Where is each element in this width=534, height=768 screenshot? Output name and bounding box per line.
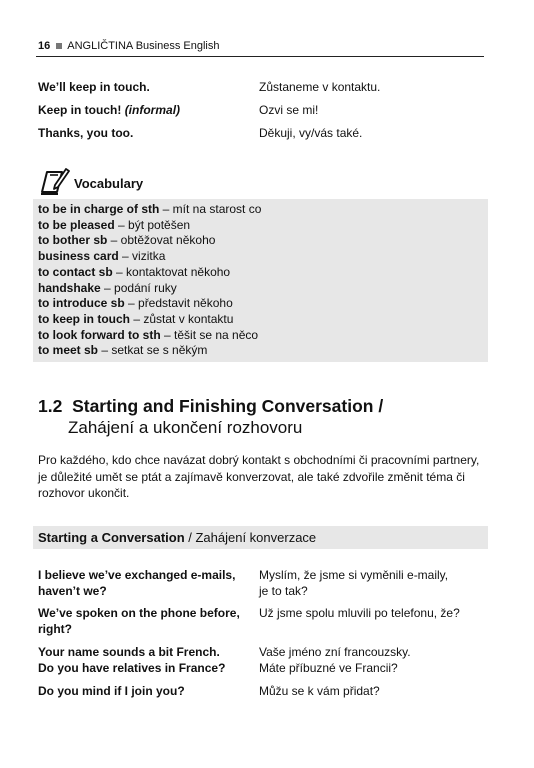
vocabulary-list [38,202,261,359]
section-title-english: Starting and Finishing Conversation / [72,396,384,416]
square-bullet-icon [56,43,62,49]
phrase-english: I believe we’ve exchanged e-mails, haven’t we? [38,568,236,598]
phrase-czech: Zůstaneme v kontaktu. [259,80,381,94]
page-number: 16 [38,40,51,52]
intro-line: je důležité umět se ptát a zajímavě konverzovat, ale také zdvořile změnit téma či [38,469,465,484]
vocabulary-item: to introduce sb – představit někoho [38,296,233,311]
phrase-czech: Ozvi se mi! [259,103,319,117]
phrase-czech: Vaše jméno zní francouzsky. Máte příbuzné ve Francii? [259,645,411,675]
vocabulary-item: to bother sb – obtěžovat někoho [38,233,216,248]
vocabulary-item: to be pleased – být potěšen [38,217,191,232]
running-title: ANGLIČTINA Business English [67,40,220,52]
phrase-czech: Myslím, že jsme si vyměnili e-maily, je to tak? [259,568,449,598]
phrase-czech: Už jsme spolu mluvili po telefonu, že? [259,606,460,620]
header-rule [36,56,484,57]
vocabulary-item: to keep in touch – zůstat v kontaktu [38,311,234,326]
vocabulary-item: to meet sb – setkat se s někým [38,343,208,358]
phrase-english: We’ll keep in touch. [38,80,150,94]
vocabulary-item: business card – vizitka [38,249,166,264]
intro-line: Pro každého, kdo chce navázat dobrý kontakt s obchodními či pracovními partnery, [38,453,480,467]
phrase-english: We’ve spoken on the phone before, right? [38,606,240,636]
vocabulary-title: Vocabulary [74,176,144,191]
phrase-english: Keep in touch! (informal) [38,103,181,117]
phrase-czech: Můžu se k vám přidat? [259,684,380,698]
vocabulary-item: to look forward to sth – těšit se na něco [38,327,259,342]
section-heading [38,396,383,416]
phrase-english: Do you mind if I join you? [38,684,185,698]
phrase-english: Thanks, you too. [38,126,134,140]
phrase-czech: Děkuji, vy/vás také. [259,126,363,140]
intro-paragraph [38,452,490,502]
section-title-czech: Zahájení a ukončení rozhovoru [68,418,303,437]
subsection-title: Starting a Conversation / Zahájení konverzace [38,530,317,545]
subsection-bar [33,526,488,549]
vocabulary-item: to contact sb – kontaktovat někoho [38,264,231,279]
intro-line: rozhovor ukončit. [38,486,130,501]
notepad-pencil-icon [38,166,70,196]
section-number: 1.2 [38,396,63,416]
running-header [38,40,484,53]
phrase-note: (informal) [124,103,181,117]
vocabulary-item: to be in charge of sth – mít na starost co [38,202,262,216]
phrase-english: Your name sounds a bit French. Do you have relatives in France? [38,645,226,675]
vocabulary-item: handshake – podání ruky [38,280,177,295]
